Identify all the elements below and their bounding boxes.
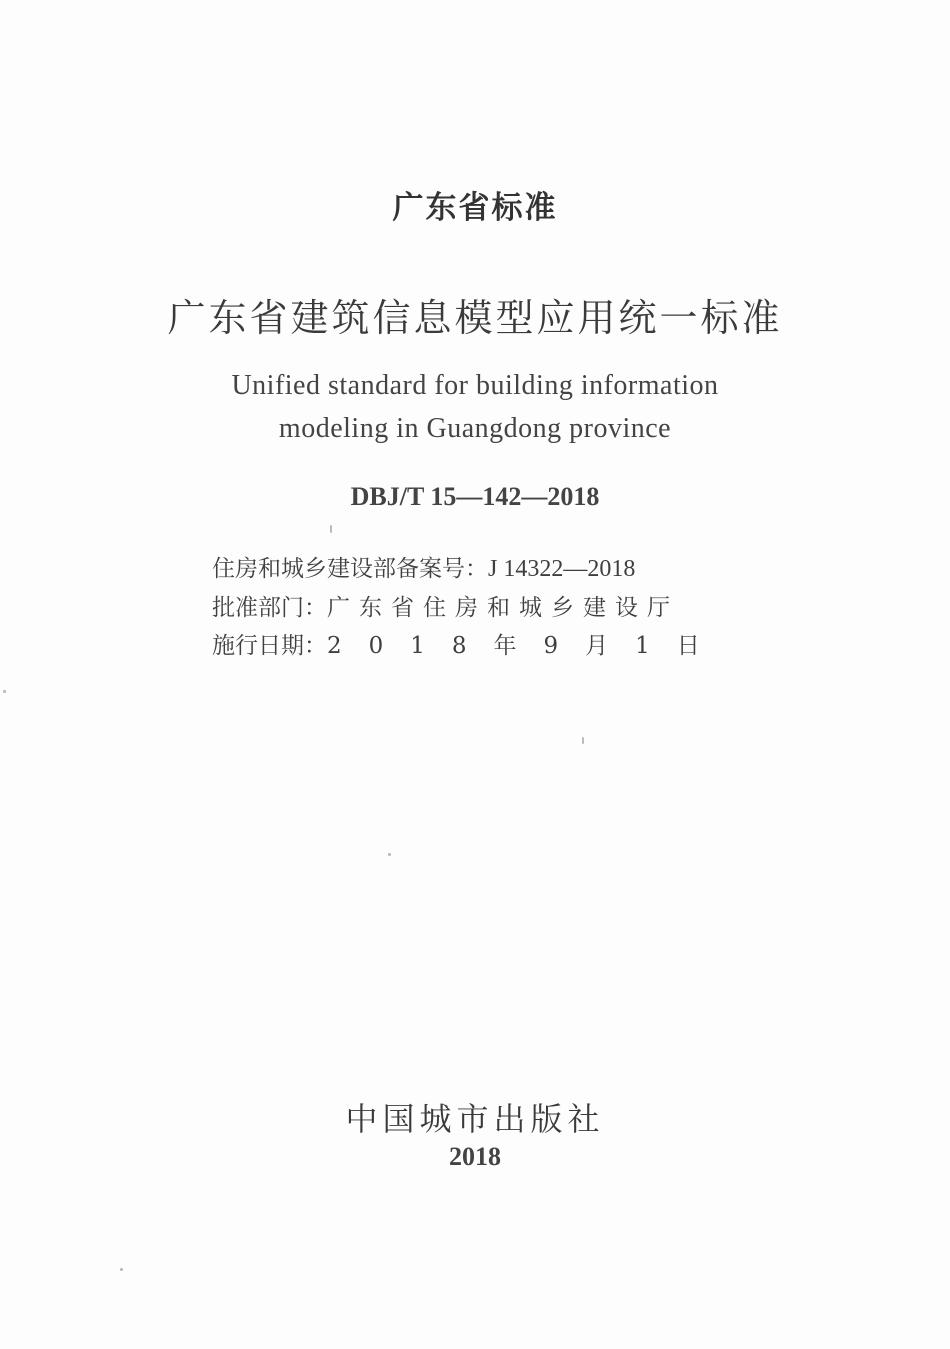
publish-year: 2018 xyxy=(449,1142,501,1171)
standard-category: 广东省标准 xyxy=(392,190,558,226)
english-title-line-1: Unified standard for building information xyxy=(231,370,719,401)
approval-department-label: 批准部门： xyxy=(212,595,327,621)
chinese-title: 广东省建筑信息模型应用统一标准 xyxy=(167,296,783,340)
standard-code: DBJ/T 15—142—2018 xyxy=(350,482,600,511)
record-number-line xyxy=(212,550,712,583)
scan-speck xyxy=(330,525,332,533)
approval-department-value: 广东省住房和城乡建设厅 xyxy=(327,595,679,621)
record-number-value: J 14322—2018 xyxy=(488,556,636,582)
publisher-name: 中国城市出版社 xyxy=(345,1100,605,1138)
scan-speck xyxy=(120,1268,123,1271)
approval-department-line xyxy=(212,589,712,622)
scan-speck xyxy=(388,853,391,856)
scan-speck xyxy=(582,737,584,744)
effective-date-label: 施行日期： xyxy=(212,633,327,659)
scan-speck xyxy=(3,690,6,693)
english-title-line-2: modeling in Guangdong province xyxy=(278,413,672,444)
effective-date-line xyxy=(212,627,727,660)
effective-date-value: 2018年9月1日 xyxy=(327,633,727,659)
record-number-label: 住房和城乡建设部备案号： xyxy=(212,556,488,582)
